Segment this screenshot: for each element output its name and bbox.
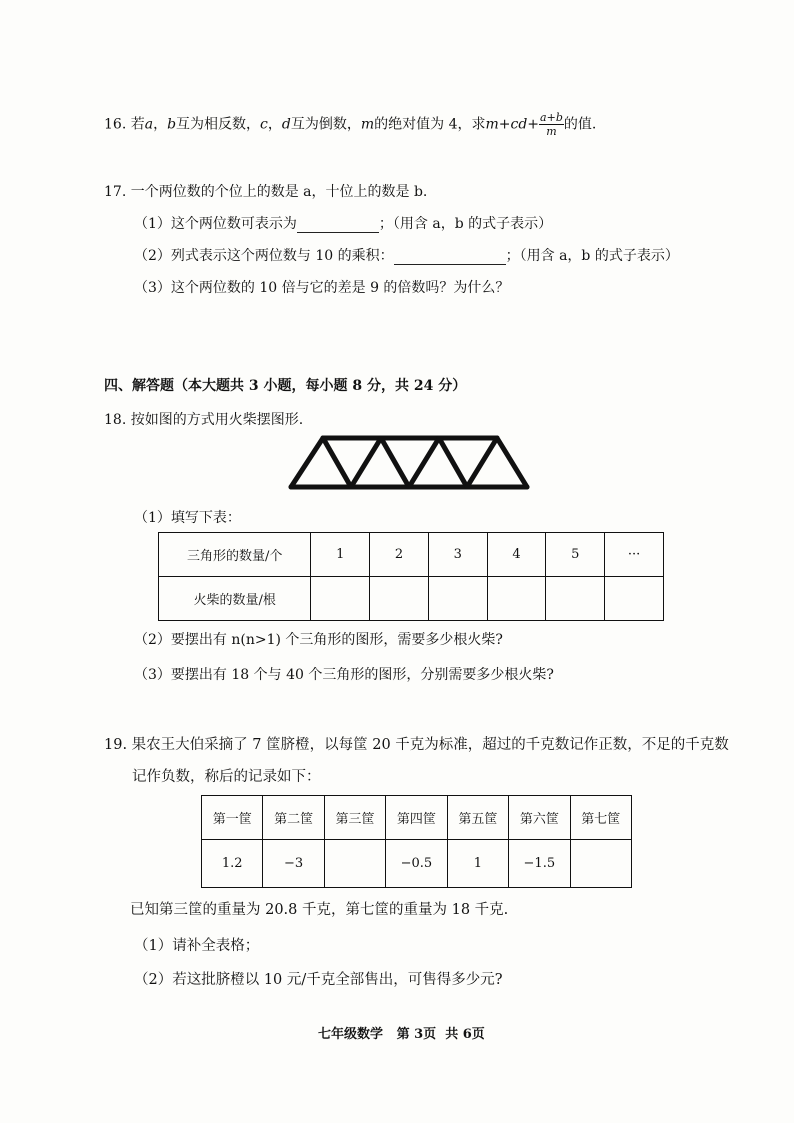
answer-cell[interactable] <box>546 577 605 621</box>
matchstick-figure <box>287 434 537 494</box>
orange-weight-table <box>201 795 632 888</box>
table-header-cell: 第三筐 <box>324 796 385 840</box>
table-header-cell: 第四筐 <box>386 796 448 840</box>
q17-number: 17. <box>104 184 127 200</box>
question-19-part2: （2）若这批脐橙以 10 元/千克全部售出，可售得多少元? <box>134 972 503 988</box>
table-cell: 1 <box>447 840 508 888</box>
table-header-cell: 第六筐 <box>509 796 571 840</box>
answer-cell[interactable] <box>605 577 664 621</box>
answer-cell[interactable] <box>428 577 487 621</box>
q16-number: 16. <box>104 116 127 133</box>
answer-cell[interactable] <box>311 577 370 621</box>
answer-blank-1[interactable] <box>297 216 379 233</box>
question-18-stem: 18. 按如图的方式用火柴摆图形. <box>104 412 304 428</box>
matchstick-table <box>158 532 664 621</box>
table-header-cell: 第一筐 <box>202 796 263 840</box>
answer-cell[interactable] <box>570 840 631 888</box>
table-header-cell: 三角形的数量/个 <box>159 533 311 577</box>
question-17-stem: 17. 一个两位数的个位上的数是 a，十位上的数是 b. <box>104 184 428 200</box>
q16-fraction: $\frac{a+b}{m}$ <box>540 111 563 138</box>
table-header-cell: 第五筐 <box>447 796 508 840</box>
question-17-part3: （3）这个两位数的 10 倍与它的差是 9 的倍数吗？为什么？ <box>134 280 510 296</box>
answer-cell[interactable] <box>487 577 546 621</box>
q16-expression: m+cd+ <box>485 116 540 133</box>
question-18-part2: （2）要摆出有 n(n>1) 个三角形的图形，需要多少根火柴? <box>134 632 503 648</box>
q18-number: 18. <box>104 412 127 428</box>
table-cell: −1.5 <box>509 840 571 888</box>
answer-cell[interactable] <box>324 840 385 888</box>
table-row <box>202 840 632 888</box>
table-header-cell: 火柴的数量/根 <box>159 577 311 621</box>
table-cell: 1.2 <box>202 840 263 888</box>
question-16: 16. 若a，b互为相反数，c，d互为倒数，m的绝对值为 4，求m+cd+ $\frac{a+b}{m}$ 的值. <box>104 111 597 138</box>
answer-blank-2[interactable] <box>394 248 506 265</box>
question-19-stem-line2: 记作负数，称后的记录如下： <box>132 769 321 785</box>
page-footer: 七年级数学 第 3页 共 6页 <box>318 1027 485 1042</box>
question-19-given: 已知第三筐的重量为 20.8 千克，第七筐的重量为 18 千克. <box>130 902 509 918</box>
table-cell: −0.5 <box>386 840 448 888</box>
question-17-part2: （2）列式表示这个两位数与 10 的乘积： ；（用含 a，b 的式子表示） <box>134 248 679 264</box>
table-row <box>202 796 632 840</box>
table-header-cell: 第七筐 <box>570 796 631 840</box>
question-18-part1: （1）填写下表： <box>134 510 241 526</box>
question-18-part3: （3）要摆出有 18 个与 40 个三角形的图形，分别需要多少根火柴? <box>134 667 554 683</box>
table-row: 三角形的数量/个 1 2 3 4 5 ··· <box>159 533 664 577</box>
answer-cell[interactable] <box>370 577 429 621</box>
q19-number: 19. <box>104 737 128 753</box>
question-17-part1: （1）这个两位数可表示为 ；（用含 a，b 的式子表示） <box>134 216 553 232</box>
section-4-title: 四、解答题（本大题共 3 小题，每小题 8 分，共 24 分） <box>104 378 467 394</box>
question-19-part1: （1）请补全表格； <box>134 938 260 954</box>
table-header-cell: 第二筐 <box>263 796 324 840</box>
table-row <box>159 577 664 621</box>
question-19-stem: 19. 果农王大伯采摘了 7 筐脐橙，以每筐 20 千克为标准，超过的千克数记作正数，不足的千克数 <box>104 737 729 753</box>
table-cell: −3 <box>263 840 324 888</box>
